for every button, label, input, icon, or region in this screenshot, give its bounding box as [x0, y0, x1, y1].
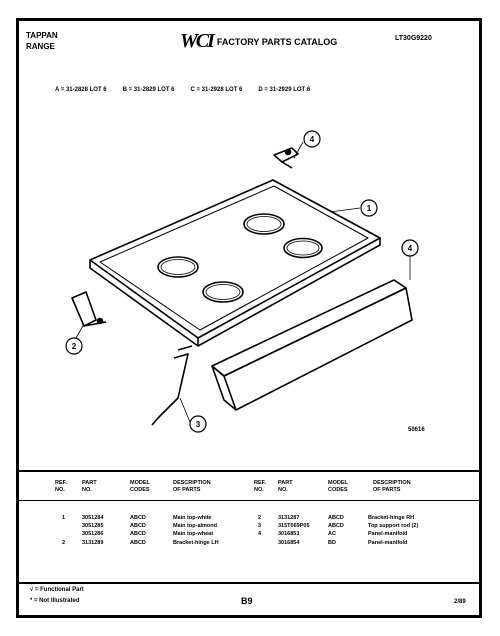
description: Top support rod (2) [368, 523, 419, 529]
ref-no: 2 [258, 515, 262, 521]
model-codes: ABCD [328, 515, 344, 521]
brand-block [26, 30, 58, 52]
catalog-header [180, 30, 337, 53]
footer-rule [19, 582, 479, 584]
part-no: 3016854 [278, 540, 300, 546]
header-part-no: PART NO. [278, 480, 293, 493]
ref-no: 3 [258, 523, 262, 529]
page-number: B9 [241, 596, 253, 606]
header-model-codes: MODEL CODES [328, 480, 348, 493]
header-model-codes: MODEL CODES [130, 480, 150, 493]
description: Panel-manifold [368, 540, 408, 546]
model-code-c: C = 31-2928 LOT 6 [190, 87, 243, 93]
header-rule [19, 500, 479, 501]
ref-no: 1 [62, 515, 66, 521]
model-codes: ABCD [130, 523, 146, 529]
model-codes: ABCD [130, 540, 146, 546]
description: Main top-wheat [173, 531, 214, 537]
callout-label: 4 [309, 135, 315, 144]
part-no: 315T069P05 [278, 523, 310, 529]
figure-number: 50616 [408, 427, 425, 433]
ref-no: 2 [62, 540, 66, 546]
header-ref-no: REF. NO. [254, 480, 266, 493]
product-type: RANGE [26, 42, 55, 51]
model-number: LT30G9220 [395, 35, 432, 42]
part-no: 3051285 [82, 523, 104, 529]
header-ref-no: REF. NO. [55, 480, 67, 493]
brand-name: TAPPAN [26, 31, 58, 40]
header-description: DESCRIPTION OF PARTS [373, 480, 411, 493]
model-code-b: B = 31-2829 LOT 6 [122, 87, 175, 93]
header-part-no: PART NO. [82, 480, 97, 493]
description: Main top-almond [173, 523, 217, 529]
callout-label: 3 [195, 420, 201, 429]
description: Panel-manifold [368, 531, 408, 537]
description: Bracket-hinge RH [368, 515, 415, 521]
model-codes: ABCD [130, 531, 146, 537]
part-no: 3131289 [82, 540, 104, 546]
part-no: 3131287 [278, 515, 300, 521]
model-code-legend [55, 87, 310, 93]
model-codes: BD [328, 540, 336, 546]
model-codes: AC [328, 531, 336, 537]
part-no: 3051286 [82, 531, 104, 537]
callout-label: 1 [366, 204, 372, 213]
catalog-title: FACTORY PARTS CATALOG [216, 36, 338, 47]
model-codes: ABCD [130, 515, 146, 521]
ref-no: 4 [258, 531, 262, 537]
description: Main top-white [173, 515, 212, 521]
not-illustrated-note: * = Not Illustrated [30, 598, 80, 604]
model-code-a: A = 31-2828 LOT 6 [55, 87, 107, 93]
functional-part-note: √ = Functional Part [30, 587, 84, 593]
hinge-bracket-lh-drawing [72, 292, 106, 326]
part-no: 3016853 [278, 531, 300, 537]
callout-label: 2 [71, 342, 77, 351]
wci-logo: WCI [180, 30, 213, 52]
exploded-parts-diagram [30, 110, 470, 455]
header-description: DESCRIPTION OF PARTS [173, 480, 211, 493]
model-code-d: D = 31-2929 LOT 6 [258, 87, 311, 93]
model-codes: ABCD [328, 523, 344, 529]
part-no: 3051284 [82, 515, 104, 521]
callout-label: 4 [407, 244, 413, 253]
description: Bracket-hinge LH [173, 540, 219, 546]
table-top-rule [19, 470, 479, 472]
catalog-date: 2/89 [454, 599, 466, 605]
